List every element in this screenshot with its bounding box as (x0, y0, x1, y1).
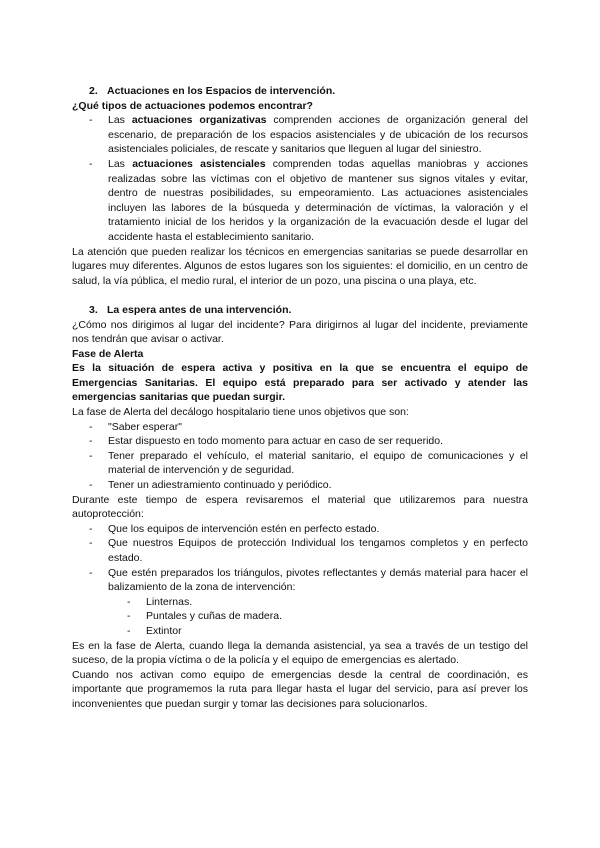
list-item (72, 536, 528, 565)
list-item-text: Puntales y cuñas de madera. (146, 610, 282, 623)
text-run: Las (108, 114, 132, 127)
section-3-heading (72, 303, 528, 318)
dash-bullet: - (89, 566, 93, 579)
list-item-text: Que nuestros Equipos de protección Individual los tengamos completos y en perfecto estado. (108, 537, 528, 564)
bold-term: actuaciones asistenciales (132, 157, 266, 170)
list-item (72, 113, 528, 157)
list-item (72, 566, 528, 595)
text-run: Las (108, 157, 133, 170)
list-item (72, 595, 528, 610)
dash-bullet: - (89, 435, 93, 448)
list-item-text: Extintor (146, 624, 182, 637)
section-2-title: Actuaciones en los Espacios de intervención. (107, 85, 336, 97)
objectives-intro: La fase de Alerta del decálogo hospitalario tiene unos objetivos que son: (72, 406, 409, 419)
section-3-number: 3. (89, 303, 98, 316)
dash-bullet: - (89, 537, 93, 550)
dash-bullet: - (89, 157, 93, 170)
list-item (72, 434, 528, 449)
dash-bullet: - (89, 114, 93, 127)
objectives-list (72, 420, 528, 493)
text-run: comprenden acciones de organización general del escenario, de preparación de los espacios asistenciales y de ubicación de los recursos asistenciales policiales, de rescate y sanitarios que lleguen al lugar del siniestro. (108, 114, 528, 156)
spacer (72, 288, 528, 303)
list-item-text: Linternas. (146, 595, 193, 608)
protection-list (72, 522, 528, 595)
section-2-number: 2. (89, 85, 98, 97)
list-item-text (108, 113, 528, 157)
list-item (72, 420, 528, 435)
section-2-question: ¿Qué tipos de actuaciones podemos encontrar? (72, 99, 313, 112)
dash-bullet: - (89, 449, 93, 462)
protection-intro: Durante este tiempo de espera revisaremos el material que utilizaremos para nuestra autoprotección: (72, 493, 528, 521)
section-3-intro: ¿Cómo nos dirigimos al lugar del incidente? Para dirigirnos al lugar del incidente, previamente nos tendrán que avisar o activar. (72, 318, 528, 346)
list-item-text: Tener un adiestramiento continuado y periódico. (108, 479, 332, 492)
section-2-heading (72, 84, 528, 99)
section-2-paragraph: La atención que pueden realizar los técnicos en emergencias sanitarias se puede desarrollar en lugares muy diferentes. Algunos de estos lugares son los siguientes: el domicilio, en un centro de salud, la vía pública, el medio rural, el interior de un pozo, una piscina o una playa, etc. (72, 245, 528, 287)
list-item-text: "Saber esperar" (108, 420, 182, 433)
bold-term: actuaciones organizativas (131, 114, 267, 127)
list-item-text: Estar dispuesto en todo momento para actuar en caso de ser requerido. (108, 435, 444, 448)
list-item (72, 609, 528, 624)
list-item (72, 449, 528, 478)
dash-bullet: - (127, 595, 131, 608)
actuaciones-list (72, 113, 528, 244)
tools-list (72, 595, 528, 639)
list-item (72, 157, 528, 245)
list-item (72, 522, 528, 537)
section-3-title: La espera antes de una intervención. (107, 303, 292, 316)
closing-paragraph-2: Cuando nos activan como equipo de emergencias desde la central de coordinación, es importante que programemos la ruta para llegar hasta el lugar del servicio, para así prever los inconvenientes que puedan surgir y tomar las decisiones para solucionarlos. (72, 668, 528, 710)
dash-bullet: - (127, 610, 131, 623)
closing-paragraph-1: Es en la fase de Alerta, cuando llega la demanda asistencial, ya sea a través de un testigo del suceso, de la propia víctima o de la policía y el equipo de emergencias es alertado. (72, 639, 528, 667)
dash-bullet: - (89, 420, 93, 433)
list-item-text (108, 157, 528, 245)
dash-bullet: - (89, 479, 93, 492)
list-item-text: Que estén preparados los triángulos, pivotes reflectantes y demás material para hacer el balizamiento de la zona de intervención: (108, 566, 528, 594)
list-item (72, 478, 528, 493)
dash-bullet: - (89, 522, 93, 535)
list-item-text: Tener preparado el vehículo, el material sanitario, el equipo de comunicaciones y el material de intervención y de seguridad. (108, 449, 528, 477)
phase-definition: Es la situación de espera activa y positiva en la que se encuentra el equipo de Emergencias Sanitarias. El equipo está preparado para ser activado y atender las emergencias sanitarias que puedan surgir. (72, 362, 528, 404)
dash-bullet: - (127, 624, 131, 637)
text-run: comprenden todas aquellas maniobras y acciones realizadas sobre las víctimas con el objetivo de mantener sus signos vitales y evitar, dentro de nuestras posibilidades, su empeoramiento. Las actuaciones asistenciales incluyen las labores de la búsqueda y determinación de víctimas, la valoración y el tratamiento inicial de los heridos y la organización de la evacuación desde el lugar del accidente hasta el establecimiento sanitario. (108, 157, 528, 243)
list-item-text: Que los equipos de intervención estén en perfecto estado. (108, 522, 380, 535)
list-item (72, 624, 528, 639)
phase-title: Fase de Alerta (72, 347, 144, 360)
